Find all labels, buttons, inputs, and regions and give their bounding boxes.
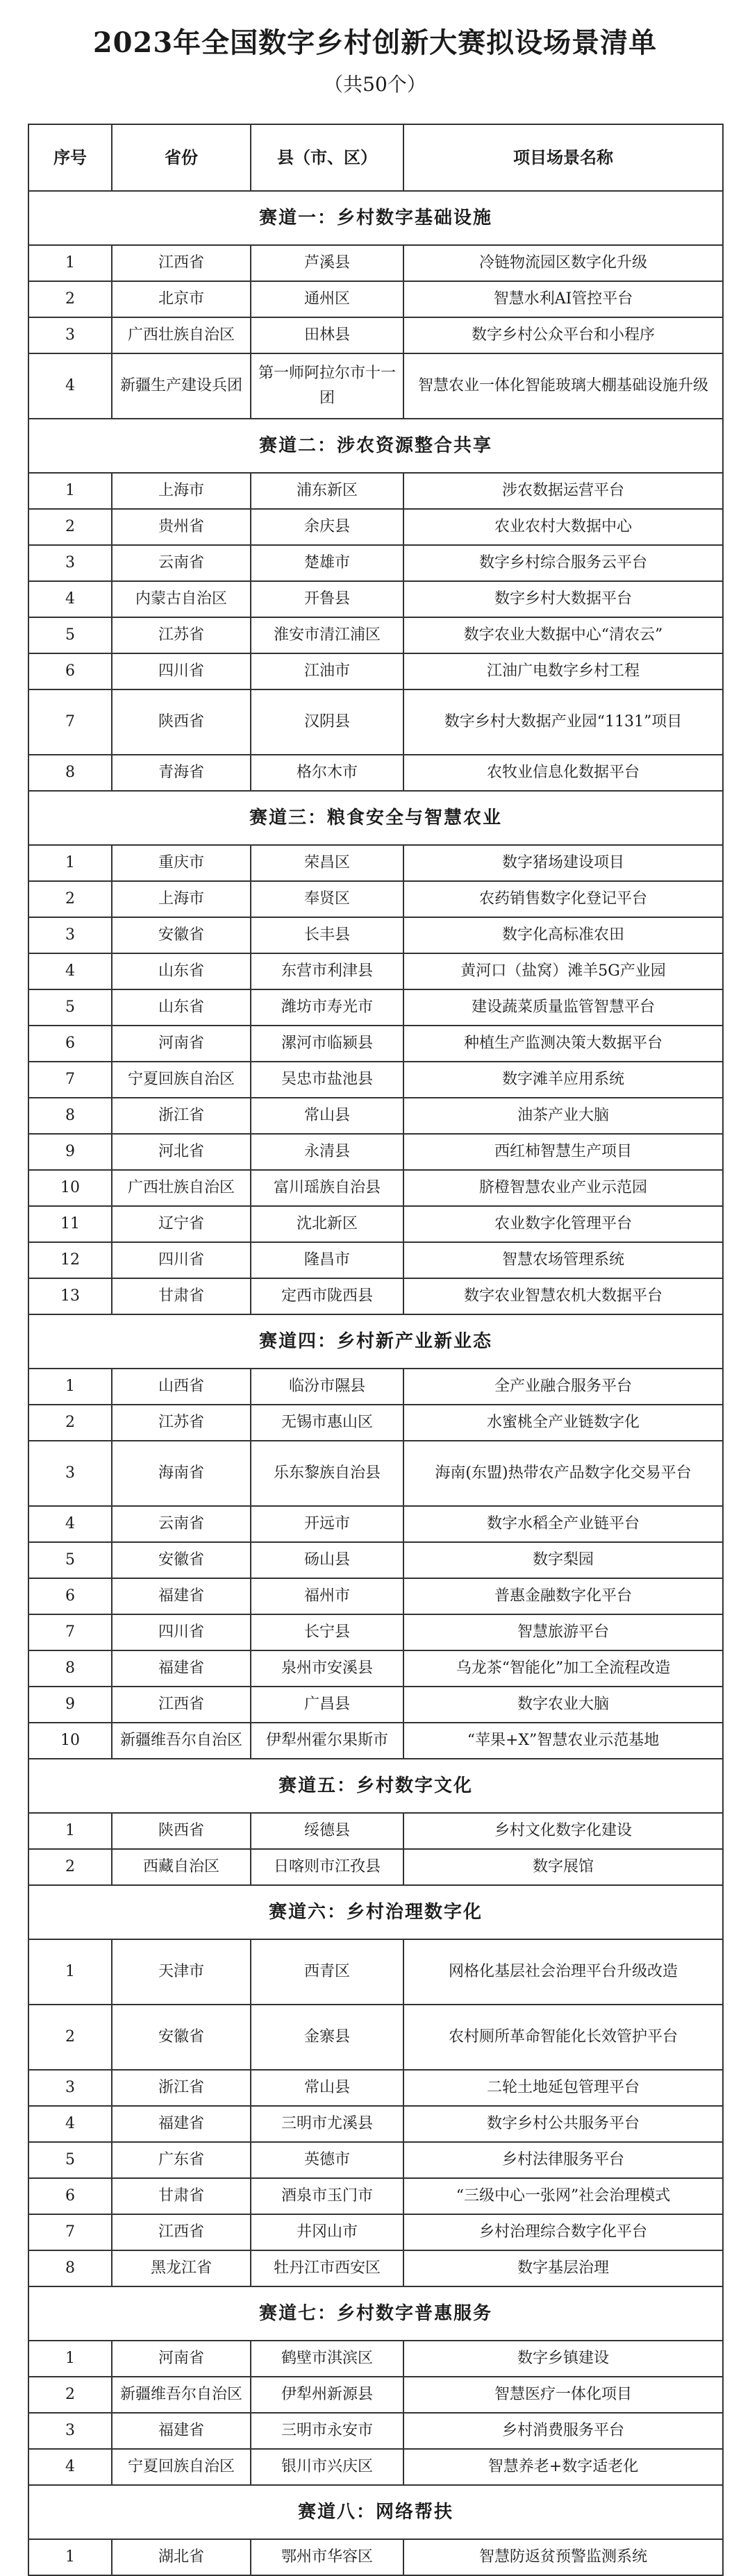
cell-project-name: 智慧水利AI管控平台 xyxy=(403,281,723,317)
cell-project-name: 乌龙茶“智能化”加工全流程改造 xyxy=(403,1650,723,1687)
section-row xyxy=(28,791,723,845)
table-row xyxy=(28,1206,723,1242)
cell-number: 9 xyxy=(28,1687,112,1723)
cell-county: 浦东新区 xyxy=(251,473,403,509)
cell-project-name: 数字梨园 xyxy=(403,1542,723,1578)
cell-province: 江西省 xyxy=(112,1687,251,1723)
cell-project-name: 水蜜桃全产业链数字化 xyxy=(403,1405,723,1441)
cell-county: 江油市 xyxy=(251,653,403,689)
header-province: 省份 xyxy=(112,124,251,191)
table-row xyxy=(28,2214,723,2250)
cell-project-name: 数字滩羊应用系统 xyxy=(403,1062,723,1098)
cell-number: 7 xyxy=(28,2214,112,2250)
section-row xyxy=(28,2485,723,2539)
cell-county: 绥德县 xyxy=(251,1813,403,1849)
cell-county: 临汾市隰县 xyxy=(251,1369,403,1405)
cell-number: 4 xyxy=(28,1506,112,1542)
cell-project-name: 数字化高标准农田 xyxy=(403,917,723,953)
header-no: 序号 xyxy=(28,124,112,191)
cell-county: 乐东黎族自治县 xyxy=(251,1441,403,1506)
cell-number: 3 xyxy=(28,2413,112,2449)
cell-number: 8 xyxy=(28,1098,112,1134)
cell-number: 4 xyxy=(28,2449,112,2485)
cell-project-name: 乡村文化数字化建设 xyxy=(403,1813,723,1849)
cell-province: 江西省 xyxy=(112,2214,251,2250)
table-row xyxy=(28,845,723,881)
table-row xyxy=(28,245,723,281)
cell-project-name: 智慧医疗一体化项目 xyxy=(403,2377,723,2413)
section-row xyxy=(28,1885,723,1939)
table-row xyxy=(28,953,723,989)
cell-project-name: 脐橙智慧农业产业示范园 xyxy=(403,1170,723,1206)
table-row xyxy=(28,2005,723,2070)
cell-number: 5 xyxy=(28,2142,112,2178)
cell-province: 河北省 xyxy=(112,1134,251,1170)
cell-number: 12 xyxy=(28,1242,112,1278)
cell-number: 2 xyxy=(28,2377,112,2413)
cell-project-name: 涉农数据运营平台 xyxy=(403,473,723,509)
cell-number: 6 xyxy=(28,1578,112,1614)
table-row xyxy=(28,689,723,755)
cell-county: 开远市 xyxy=(251,1506,403,1542)
table-row xyxy=(28,917,723,953)
cell-number: 3 xyxy=(28,917,112,953)
cell-province: 四川省 xyxy=(112,653,251,689)
cell-province: 山西省 xyxy=(112,1369,251,1405)
table-row xyxy=(28,1849,723,1885)
table-row xyxy=(28,317,723,353)
cell-project-name: 数字展馆 xyxy=(403,1849,723,1885)
section-title: 赛道七：乡村数字普惠服务 xyxy=(28,2286,723,2341)
cell-project-name: 数字基层治理 xyxy=(403,2250,723,2286)
cell-province: 四川省 xyxy=(112,1614,251,1650)
cell-province: 江西省 xyxy=(112,245,251,281)
cell-project-name: 乡村消费服务平台 xyxy=(403,2413,723,2449)
cell-number: 5 xyxy=(28,617,112,653)
cell-county: 常山县 xyxy=(251,1098,403,1134)
cell-province: 重庆市 xyxy=(112,845,251,881)
table-row xyxy=(28,1650,723,1687)
cell-province: 云南省 xyxy=(112,1506,251,1542)
cell-number: 1 xyxy=(28,473,112,509)
document-subtitle: （共50个） xyxy=(324,73,426,96)
table-row xyxy=(28,1134,723,1170)
table-row xyxy=(28,653,723,689)
cell-project-name: “三级中心一张网”社会治理模式 xyxy=(403,2178,723,2214)
cell-number: 1 xyxy=(28,1939,112,2005)
cell-project-name: “苹果+X”智慧农业示范基地 xyxy=(403,1723,723,1759)
cell-project-name: 数字猪场建设项目 xyxy=(403,845,723,881)
table-row xyxy=(28,1278,723,1314)
cell-number: 3 xyxy=(28,317,112,353)
cell-county: 伊犁州霍尔果斯市 xyxy=(251,1723,403,1759)
cell-number: 6 xyxy=(28,2178,112,2214)
table-row xyxy=(28,2250,723,2286)
cell-county: 金寨县 xyxy=(251,2005,403,2070)
table-row xyxy=(28,2178,723,2214)
cell-number: 6 xyxy=(28,1026,112,1062)
cell-project-name: 农村厕所革命智能化长效管护平台 xyxy=(403,2005,723,2070)
cell-county: 日喀则市江孜县 xyxy=(251,1849,403,1885)
cell-province: 云南省 xyxy=(112,545,251,581)
cell-county: 泉州市安溪县 xyxy=(251,1650,403,1687)
cell-province: 宁夏回族自治区 xyxy=(112,2449,251,2485)
cell-number: 2 xyxy=(28,1405,112,1441)
cell-number: 4 xyxy=(28,953,112,989)
section-title: 赛道三：粮食安全与智慧农业 xyxy=(28,791,723,845)
table-row xyxy=(28,1542,723,1578)
cell-county: 格尔木市 xyxy=(251,755,403,791)
cell-county: 鄂州市华容区 xyxy=(251,2539,403,2575)
cell-province: 上海市 xyxy=(112,473,251,509)
cell-project-name: 全产业融合服务平台 xyxy=(403,1369,723,1405)
cell-project-name: 黄河口（盐窝）滩羊5G产业园 xyxy=(403,953,723,989)
table-row xyxy=(28,989,723,1026)
table-row xyxy=(28,1614,723,1650)
header-county: 县（市、区） xyxy=(251,124,403,191)
cell-province: 辽宁省 xyxy=(112,1206,251,1242)
table-row xyxy=(28,353,723,419)
cell-county: 荣昌区 xyxy=(251,845,403,881)
cell-county: 伊犁州新源县 xyxy=(251,2377,403,2413)
cell-project-name: 农药销售数字化登记平台 xyxy=(403,881,723,917)
cell-project-name: 智慧农业一体化智能玻璃大棚基础设施升级 xyxy=(403,353,723,419)
cell-number: 1 xyxy=(28,1369,112,1405)
cell-province: 福建省 xyxy=(112,2106,251,2142)
table-row xyxy=(28,2341,723,2377)
cell-county: 潍坊市寿光市 xyxy=(251,989,403,1026)
cell-number: 7 xyxy=(28,1062,112,1098)
cell-number: 2 xyxy=(28,1849,112,1885)
cell-number: 1 xyxy=(28,245,112,281)
table-row xyxy=(28,2449,723,2485)
cell-province: 安徽省 xyxy=(112,1542,251,1578)
cell-county: 定西市陇西县 xyxy=(251,1278,403,1314)
cell-county: 三明市永安市 xyxy=(251,2413,403,2449)
section-title: 赛道二：涉农资源整合共享 xyxy=(28,419,723,473)
cell-number: 2 xyxy=(28,881,112,917)
cell-province: 江苏省 xyxy=(112,617,251,653)
cell-county: 奉贤区 xyxy=(251,881,403,917)
cell-province: 山东省 xyxy=(112,989,251,1026)
section-row xyxy=(28,191,723,245)
cell-province: 山东省 xyxy=(112,953,251,989)
cell-county: 英德市 xyxy=(251,2142,403,2178)
cell-county: 永清县 xyxy=(251,1134,403,1170)
table-row xyxy=(28,473,723,509)
cell-number: 8 xyxy=(28,2250,112,2286)
cell-county: 福州市 xyxy=(251,1578,403,1614)
table-row xyxy=(28,1062,723,1098)
cell-project-name: 数字水稻全产业链平台 xyxy=(403,1506,723,1542)
cell-number: 10 xyxy=(28,1723,112,1759)
cell-project-name: 网格化基层社会治理平台升级改造 xyxy=(403,1939,723,2005)
cell-number: 2 xyxy=(28,2005,112,2070)
table-row xyxy=(28,545,723,581)
cell-county: 东营市利津县 xyxy=(251,953,403,989)
cell-county: 隆昌市 xyxy=(251,1242,403,1278)
cell-project-name: 数字农业大数据中心“清农云” xyxy=(403,617,723,653)
cell-county: 田林县 xyxy=(251,317,403,353)
cell-project-name: 农牧业信息化数据平台 xyxy=(403,755,723,791)
cell-number: 1 xyxy=(28,2539,112,2575)
cell-province: 陕西省 xyxy=(112,689,251,755)
table-row xyxy=(28,1441,723,1506)
cell-county: 牡丹江市西安区 xyxy=(251,2250,403,2286)
cell-number: 8 xyxy=(28,1650,112,1687)
cell-project-name: 数字乡村公共服务平台 xyxy=(403,2106,723,2142)
cell-province: 新疆维吾尔自治区 xyxy=(112,2377,251,2413)
cell-number: 5 xyxy=(28,989,112,1026)
cell-province: 陕西省 xyxy=(112,1813,251,1849)
cell-number: 11 xyxy=(28,1206,112,1242)
cell-county: 三明市尤溪县 xyxy=(251,2106,403,2142)
section-row xyxy=(28,1314,723,1369)
cell-project-name: 种植生产监测决策大数据平台 xyxy=(403,1026,723,1062)
cell-project-name: 智慧防返贫预警监测系统 xyxy=(403,2539,723,2575)
cell-project-name: 智慧旅游平台 xyxy=(403,1614,723,1650)
cell-province: 甘肃省 xyxy=(112,2178,251,2214)
cell-project-name: 建设蔬菜质量监管智慧平台 xyxy=(403,989,723,1026)
cell-number: 6 xyxy=(28,653,112,689)
document-title: 2023年全国数字乡村创新大赛拟设场景清单 xyxy=(92,26,658,59)
cell-province: 四川省 xyxy=(112,1242,251,1278)
cell-number: 10 xyxy=(28,1170,112,1206)
table-row xyxy=(28,2539,723,2575)
cell-province: 广西壮族自治区 xyxy=(112,1170,251,1206)
table-row xyxy=(28,1405,723,1441)
cell-county: 富川瑶族自治县 xyxy=(251,1170,403,1206)
cell-number: 2 xyxy=(28,509,112,545)
cell-province: 内蒙古自治区 xyxy=(112,581,251,617)
table-row xyxy=(28,2070,723,2106)
cell-project-name: 冷链物流园区数字化升级 xyxy=(403,245,723,281)
cell-province: 西藏自治区 xyxy=(112,1849,251,1885)
cell-project-name: 数字乡镇建设 xyxy=(403,2341,723,2377)
cell-county: 无锡市惠山区 xyxy=(251,1405,403,1441)
section-title: 赛道四：乡村新产业新业态 xyxy=(28,1314,723,1369)
cell-province: 河南省 xyxy=(112,1026,251,1062)
cell-province: 新疆维吾尔自治区 xyxy=(112,1723,251,1759)
section-row xyxy=(28,419,723,473)
cell-county: 长丰县 xyxy=(251,917,403,953)
cell-province: 天津市 xyxy=(112,1939,251,2005)
cell-number: 2 xyxy=(28,281,112,317)
table-row xyxy=(28,1578,723,1614)
header-project: 项目场景名称 xyxy=(403,124,723,191)
cell-province: 贵州省 xyxy=(112,509,251,545)
cell-number: 1 xyxy=(28,2341,112,2377)
table-row xyxy=(28,1506,723,1542)
table-header-row xyxy=(28,124,723,191)
table-row xyxy=(28,617,723,653)
cell-project-name: 二轮土地延包管理平台 xyxy=(403,2070,723,2106)
cell-project-name: 智慧养老+数字适老化 xyxy=(403,2449,723,2485)
cell-project-name: 农业数字化管理平台 xyxy=(403,1206,723,1242)
table-row xyxy=(28,1687,723,1723)
table-row xyxy=(28,1242,723,1278)
table-row xyxy=(28,1098,723,1134)
cell-province: 福建省 xyxy=(112,1578,251,1614)
cell-project-name: 数字乡村大数据平台 xyxy=(403,581,723,617)
cell-province: 福建省 xyxy=(112,1650,251,1687)
cell-county: 第一师阿拉尔市十一团 xyxy=(251,353,403,419)
cell-province: 湖北省 xyxy=(112,2539,251,2575)
section-title: 赛道八：网络帮扶 xyxy=(28,2485,723,2539)
cell-project-name: 农业农村大数据中心 xyxy=(403,509,723,545)
cell-county: 西青区 xyxy=(251,1939,403,2005)
cell-number: 7 xyxy=(28,689,112,755)
table-row xyxy=(28,1369,723,1405)
cell-number: 9 xyxy=(28,1134,112,1170)
cell-county: 银川市兴庆区 xyxy=(251,2449,403,2485)
table-row xyxy=(28,1723,723,1759)
cell-number: 3 xyxy=(28,2070,112,2106)
cell-county: 通州区 xyxy=(251,281,403,317)
cell-province: 上海市 xyxy=(112,881,251,917)
cell-project-name: 数字农业智慧农机大数据平台 xyxy=(403,1278,723,1314)
cell-province: 广西壮族自治区 xyxy=(112,317,251,353)
cell-county: 长宁县 xyxy=(251,1614,403,1650)
cell-project-name: 数字乡村综合服务云平台 xyxy=(403,545,723,581)
cell-county: 开鲁县 xyxy=(251,581,403,617)
table-row xyxy=(28,1939,723,2005)
table-row xyxy=(28,581,723,617)
cell-number: 13 xyxy=(28,1278,112,1314)
cell-project-name: 西红柿智慧生产项目 xyxy=(403,1134,723,1170)
cell-project-name: 数字乡村大数据产业园“1131”项目 xyxy=(403,689,723,755)
cell-province: 江苏省 xyxy=(112,1405,251,1441)
cell-county: 沈北新区 xyxy=(251,1206,403,1242)
cell-number: 4 xyxy=(28,2106,112,2142)
table-body xyxy=(28,191,723,2575)
cell-number: 4 xyxy=(28,353,112,419)
cell-province: 海南省 xyxy=(112,1441,251,1506)
table-row xyxy=(28,2106,723,2142)
cell-province: 北京市 xyxy=(112,281,251,317)
cell-number: 7 xyxy=(28,1614,112,1650)
cell-province: 安徽省 xyxy=(112,2005,251,2070)
table-row xyxy=(28,2142,723,2178)
cell-county: 楚雄市 xyxy=(251,545,403,581)
cell-number: 8 xyxy=(28,755,112,791)
table-row xyxy=(28,1026,723,1062)
cell-project-name: 油茶产业大脑 xyxy=(403,1098,723,1134)
cell-province: 浙江省 xyxy=(112,2070,251,2106)
cell-project-name: 乡村治理综合数字化平台 xyxy=(403,2214,723,2250)
cell-county: 广昌县 xyxy=(251,1687,403,1723)
table-row xyxy=(28,1170,723,1206)
section-title: 赛道五：乡村数字文化 xyxy=(28,1759,723,1813)
table-row xyxy=(28,2377,723,2413)
cell-province: 河南省 xyxy=(112,2341,251,2377)
cell-number: 3 xyxy=(28,1441,112,1506)
cell-county: 漯河市临颍县 xyxy=(251,1026,403,1062)
section-row xyxy=(28,2286,723,2341)
cell-county: 砀山县 xyxy=(251,1542,403,1578)
section-title: 赛道一：乡村数字基础设施 xyxy=(28,191,723,245)
scenario-table xyxy=(28,124,724,2576)
cell-province: 安徽省 xyxy=(112,917,251,953)
cell-county: 汉阴县 xyxy=(251,689,403,755)
table-row xyxy=(28,2413,723,2449)
cell-project-name: 江油广电数字乡村工程 xyxy=(403,653,723,689)
cell-county: 酒泉市玉门市 xyxy=(251,2178,403,2214)
cell-province: 浙江省 xyxy=(112,1098,251,1134)
cell-province: 甘肃省 xyxy=(112,1278,251,1314)
table-row xyxy=(28,281,723,317)
table-row xyxy=(28,755,723,791)
cell-county: 鹤壁市淇滨区 xyxy=(251,2341,403,2377)
cell-project-name: 普惠金融数字化平台 xyxy=(403,1578,723,1614)
cell-province: 黑龙江省 xyxy=(112,2250,251,2286)
cell-county: 常山县 xyxy=(251,2070,403,2106)
cell-project-name: 海南(东盟)热带农产品数字化交易平台 xyxy=(403,1441,723,1506)
cell-project-name: 数字乡村公众平台和小程序 xyxy=(403,317,723,353)
cell-province: 宁夏回族自治区 xyxy=(112,1062,251,1098)
section-row xyxy=(28,1759,723,1813)
cell-number: 1 xyxy=(28,1813,112,1849)
cell-project-name: 智慧农场管理系统 xyxy=(403,1242,723,1278)
section-title: 赛道六：乡村治理数字化 xyxy=(28,1885,723,1939)
table-row xyxy=(28,881,723,917)
cell-county: 吴忠市盐池县 xyxy=(251,1062,403,1098)
table-row xyxy=(28,1813,723,1849)
cell-number: 5 xyxy=(28,1542,112,1578)
cell-county: 芦溪县 xyxy=(251,245,403,281)
cell-number: 1 xyxy=(28,845,112,881)
table-row xyxy=(28,509,723,545)
cell-county: 余庆县 xyxy=(251,509,403,545)
cell-number: 4 xyxy=(28,581,112,617)
cell-county: 井冈山市 xyxy=(251,2214,403,2250)
cell-project-name: 数字农业大脑 xyxy=(403,1687,723,1723)
cell-project-name: 乡村法律服务平台 xyxy=(403,2142,723,2178)
cell-province: 广东省 xyxy=(112,2142,251,2178)
cell-number: 3 xyxy=(28,545,112,581)
cell-province: 新疆生产建设兵团 xyxy=(112,353,251,419)
cell-province: 福建省 xyxy=(112,2413,251,2449)
cell-province: 青海省 xyxy=(112,755,251,791)
cell-county: 淮安市清江浦区 xyxy=(251,617,403,653)
